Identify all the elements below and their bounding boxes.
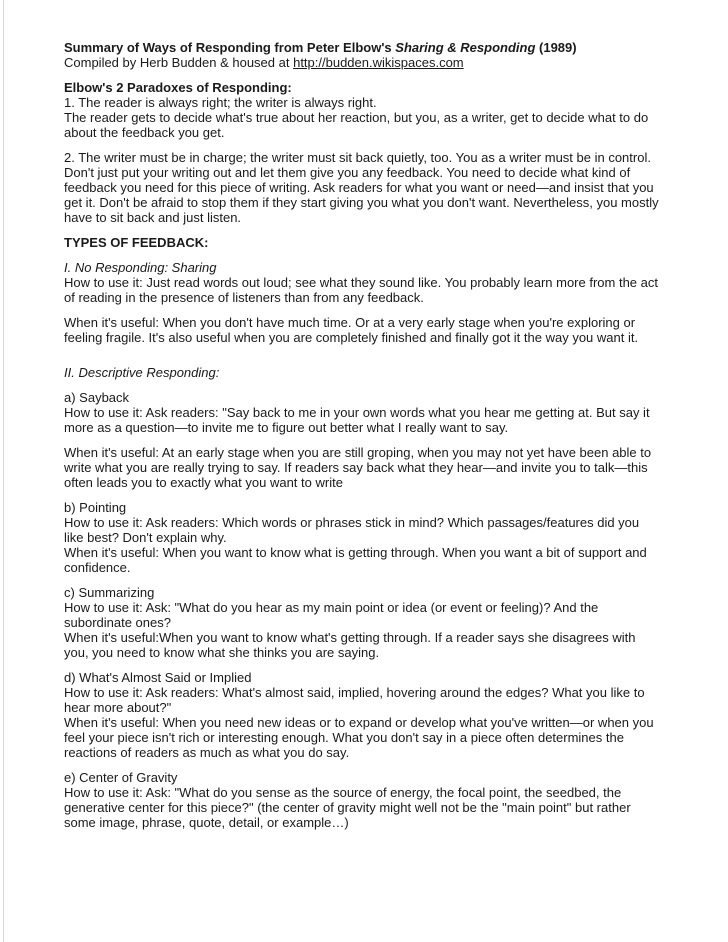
section-1-how-line: How to use it: Just read words out loud; see what they sound like. You probably learn more from the act: [64, 275, 658, 290]
item-a-label: a) Sayback: [64, 390, 130, 405]
item-d-line: How to use it: Ask readers: What's almost said, implied, hovering around the edges? What you like to: [64, 685, 645, 700]
paradox-2-line: have to sit back and just listen.: [64, 210, 242, 225]
item-c-label: c) Summarizing: [64, 585, 155, 600]
section-1-when-line: feeling fragile. It's also useful when you are completely finished and finally got it the way you want it.: [64, 330, 639, 345]
compiled-by: [64, 55, 654, 70]
item-c-line: you, you need to know what she thinks you are saying.: [64, 645, 380, 660]
compiled-link[interactable]: http://budden.wikispaces.com: [293, 55, 464, 70]
item-b-line: confidence.: [64, 560, 131, 575]
paradox-2-line: Don't just put your writing out and let them give you any feedback. You need to decide what kind of: [64, 165, 631, 180]
paradox-1-line: The reader gets to decide what's true about her reaction, but you, as a writer, get to decide what to do: [64, 110, 649, 125]
section-1-how-line: of reading in the presence of listeners than from any feedback.: [64, 290, 424, 305]
title-prefix: Summary of Ways of Responding from Peter Elbow's: [64, 40, 396, 55]
item-c-line: How to use it: Ask: "What do you hear as my main point or idea (or event or feeling)? And the: [64, 600, 599, 615]
section-2-title: II. Descriptive Responding:: [64, 365, 220, 380]
item-b-line: When it's useful: When you want to know what is getting through. When you want a bit of support and: [64, 545, 647, 560]
item-c-line: subordinate ones?: [64, 615, 171, 630]
item-e-line: some image, phrase, quote, detail, or example…): [64, 815, 349, 830]
item-c-body: [64, 600, 654, 660]
item-c-line: When it's useful:When you want to know what's getting through. If a reader says she disagrees with: [64, 630, 636, 645]
item-a-when: [64, 445, 654, 490]
item-b-line: How to use it: Ask readers: Which words or phrases stick in mind? Which passages/features did you: [64, 515, 640, 530]
paradox-2-line: feedback you need for this piece of writing. Ask readers for what you want or need—and insist that you: [64, 180, 654, 195]
paradox-1: [64, 95, 654, 140]
document-body: [64, 40, 659, 830]
section-1-when-line: When it's useful: When you don't have much time. Or at a very early stage when you're exploring or: [64, 315, 636, 330]
item-a-how-line: more as a question—to invite me to figure out better what I really want to say.: [64, 420, 509, 435]
paradox-2-line: get it. Don't be afraid to stop them if they start giving you what you don't want. Nevertheless, you mostly: [64, 195, 659, 210]
title-suffix: (1989): [535, 40, 577, 55]
item-e-body: [64, 785, 654, 830]
item-d-label: d) What's Almost Said or Implied: [64, 670, 252, 685]
item-b-body: [64, 515, 654, 575]
title-book: Sharing & Responding: [395, 40, 536, 55]
item-d-line: feel your piece isn't rich or interesting enough. What you don't say in a piece often determines the: [64, 730, 624, 745]
compiled-prefix: Compiled by Herb Budden & housed at: [64, 55, 294, 70]
item-d-line: hear more about?": [64, 700, 172, 715]
paradox-1-line: about the feedback you get.: [64, 125, 225, 140]
item-a-how: [64, 405, 654, 435]
item-d-line: reactions of readers as much as what you do say.: [64, 745, 350, 760]
document-title: [64, 40, 654, 55]
page-edge: [3, 0, 4, 942]
item-a-when-line: When it's useful: At an early stage when you are still groping, when you may not yet have been able to: [64, 445, 652, 460]
section-1-when: [64, 315, 654, 345]
item-a-how-line: How to use it: Ask readers: "Say back to me in your own words what you hear me getting at. But say it: [64, 405, 650, 420]
item-a-when-line: write what you are really trying to say. If readers say back what they hear—and invite you to talk—this: [64, 460, 648, 475]
paradoxes-heading: Elbow's 2 Paradoxes of Responding:: [64, 80, 292, 95]
item-d-body: [64, 685, 654, 760]
section-1-title: I. No Responding: Sharing: [64, 260, 217, 275]
paradox-2: [64, 150, 659, 225]
item-a-when-line: often leads you to exactly what you want to write: [64, 475, 343, 490]
item-e-line: generative center for this piece?" (the center of gravity might well not be the "main point" but rather: [64, 800, 631, 815]
item-b-label: b) Pointing: [64, 500, 127, 515]
item-e-label: e) Center of Gravity: [64, 770, 178, 785]
item-e-line: How to use it: Ask: "What do you sense as the source of energy, the focal point, the seedbed, the: [64, 785, 622, 800]
item-b-line: like best? Don't explain why.: [64, 530, 227, 545]
types-heading: TYPES OF FEEDBACK:: [64, 235, 209, 250]
item-d-line: When it's useful: When you need new ideas or to expand or develop what you've written—or when you: [64, 715, 654, 730]
section-1-how: [64, 275, 658, 305]
paradox-2-line: 2. The writer must be in charge; the writer must sit back quietly, too. You as a writer must be in control.: [64, 150, 651, 165]
paradox-1-line: 1. The reader is always right; the writer is always right.: [64, 95, 377, 110]
